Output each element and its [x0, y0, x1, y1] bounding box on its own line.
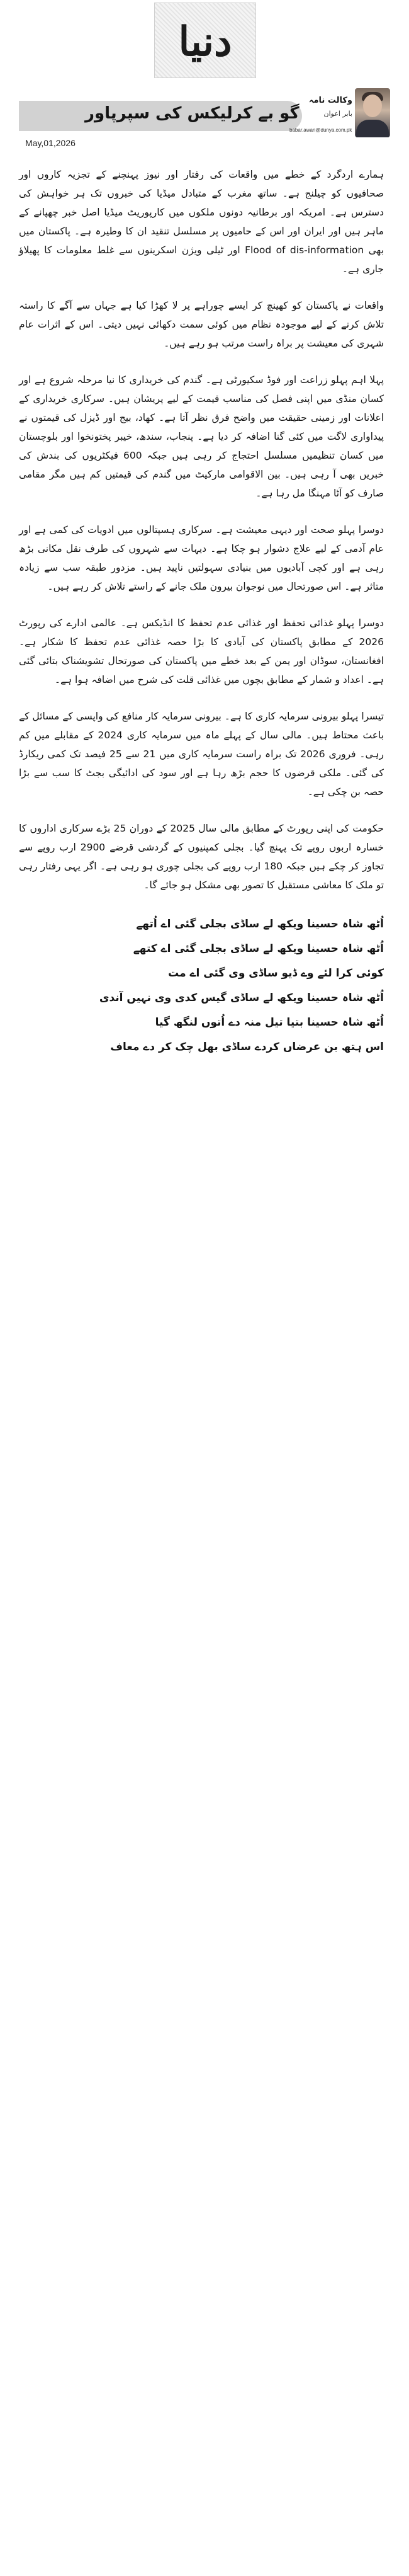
avatar-face	[363, 94, 382, 117]
article-body	[19, 165, 384, 2559]
author-name: بابر اعوان	[323, 110, 352, 118]
article-paragraph: تیسرا پہلو بیرونی سرمایہ کاری کا ہے۔ بیرونی سرمایہ کار منافع کی واپسی کے مسائل کے باعث محتاط ہیں۔ مالی سال کے پہلے ماہ میں سرمایہ کاری 2024 کے مقابلے میں کم رہی۔ فروری 2026 تک براہ راست سرمایہ کاری میں 21 سے 25 فیصد تک کمی ریکارڈ کی گئی۔ ملکی قرضوں کا حجم بڑھ رہا ہے اور سود کی ادائیگی بجٹ کا سب سے بڑا حصہ بن چکی ہے۔	[19, 711, 384, 798]
article-paragraph: پہلا اہم پہلو زراعت اور فوڈ سکیورٹی ہے۔ گندم کی خریداری کا نیا مرحلہ شروع ہے اور کسان منڈی میں اپنی فصل کی مناسب قیمت کے لیے پریشان ہیں۔ سرکاری خریداری کے اعلانات اور زمینی حقیقت میں واضح فرق نظر آتا ہے۔ کھاد، بیج اور ڈیزل کی قیمتوں نے پیداواری لاگت میں کئی گنا اضافہ کر دیا ہے۔ پنجاب، سندھ، خیبر پختونخوا اور بلوچستان میں کسان تنظیمیں مسلسل احتجاج کر رہی ہیں جبکہ 600 فیکٹریوں کی بندش کی خبریں بھی آ رہی ہیں۔ بین الاقوامی مارکیٹ میں گندم کی قیمتیں کم ہیں مگر مقامی صارف کو آٹا مہنگا مل رہا ہے۔	[19, 374, 384, 499]
article-paragraph: حکومت کی اپنی رپورٹ کے مطابق مالی سال 2025 کے دوران 25 بڑے سرکاری اداروں کا خسارہ اربوں روپے تک پہنچ گیا۔ بجلی کمپنیوں کے گردشی قرضے 2900 ارب روپے سے تجاوز کر چکے ہیں جبکہ 180 ارب روپے کی بجلی چوری ہو رہی ہے۔ اگر یہی رفتار رہی تو ملک کا معاشی مستقبل کا تصور بھی مشکل ہو جائے گا۔	[19, 823, 384, 891]
logo-glyph: دنیا	[178, 18, 232, 66]
logo-text	[155, 18, 255, 66]
author-column-name: وکالت نامہ	[308, 96, 352, 105]
author-email[interactable]: babar.awan@dunya.com.pk	[289, 127, 352, 133]
article-paragraph: دوسرا پہلو غذائی تحفظ اور غذائی عدم تحفظ کا انڈیکس ہے۔ عالمی ادارے کی رپورٹ 2026 کے مطابق پاکستان کی آبادی کا بڑا حصہ غذائی عدم تحفظ کا شکار ہے۔ افغانستان، سوڈان اور یمن کے بعد خطے میں پاکستان کی صورتحال تشویشناک بتائی گئی ہے۔ اعداد و شمار کے مطابق بچوں میں غذائی قلت کی شرح میں اضافہ ہوا ہے۔	[19, 617, 384, 685]
column-title: گو بے کرلیکس کی سپرپاور	[85, 104, 300, 123]
poem-line: اُٹھ شاہ حسینا بتیا تیل منہ دے اُتوں لنگھ گیا	[155, 1016, 384, 1029]
article-paragraph: دوسرا پہلو صحت اور دیہی معیشت ہے۔ سرکاری ہسپتالوں میں ادویات کی کمی ہے اور عام آدمی کے لیے علاج دشوار ہو چکا ہے۔ دیہات سے شہروں کی طرف نقل مکانی بڑھ رہی ہے اور کچی آبادیوں میں بنیادی سہولتیں ناپید ہیں۔ مزدور طبقہ سب سے زیادہ متاثر ہے۔ اس صورتحال میں نوجوان بیرون ملک جانے کے راستے تلاش کر رہے ہیں۔	[19, 524, 384, 592]
newspaper-logo[interactable]	[154, 3, 256, 78]
title-band	[19, 101, 302, 131]
article-paragraph: واقعات نے پاکستان کو کھینچ کر ایسے چوراہے پر لا کھڑا کیا ہے جہاں سے آگے کا راستہ تلاش کرنے کے لیے موجودہ نظام میں کوئی سمت دکھائی نہیں دیتی۔ اس کے اثرات عام شہری کی معیشت پر براہ راست مرتب ہو رہے ہیں۔	[19, 300, 384, 349]
avatar-suit	[356, 120, 389, 137]
poem-line: اُٹھ شاہ حسینا ویکھ لے ساڈی بجلی گئی اے اُتھے	[136, 918, 384, 930]
poem-line: اُٹھ شاہ حسینا ویکھ لے ساڈی گیس کدی وی نہیں آندی	[99, 992, 384, 1004]
closing-poem	[19, 912, 384, 1060]
author-block	[289, 88, 390, 145]
poem-line: اُٹھ شاہ حسینا ویکھ لے ساڈی بجلی گئی اے کتھے	[133, 942, 384, 955]
masthead	[0, 0, 409, 164]
author-photo-icon	[355, 88, 390, 137]
column-date: May,01,2026	[25, 138, 76, 148]
column-banner	[19, 88, 390, 148]
poem-line: اس ہتھ بن عرضاں کردے ساڈی بھل چک کر دے معاف	[110, 1041, 384, 1053]
article-paragraph: ہمارے اردگرد کے خطے میں واقعات کی رفتار اور نیوز پہنچنے کے تجزیہ کاروں اور صحافیوں کو چیلنج ہے۔ ساتھ مغرب کے متبادل میڈیا کی خبروں تک ہر خواہش کی دسترس ہے۔ امریکہ اور برطانیہ دونوں ملکوں میں کارپوریٹ میڈیا اصل خبر چھپانے کے ماہر ہیں اور ایران اور اس کے حامیوں پر مسلسل تنقید ان کا وطیرہ ہے۔ پاکستان میں بھی Flood of dis-information اور ٹیلی ویژن اسکرینوں سے غلط معلومات کا پھیلاؤ جاری ہے۔	[19, 169, 384, 275]
poem-line: کوئی کرا لئے وے ڈیو ساڈی وی گئی اے مت	[168, 967, 384, 980]
